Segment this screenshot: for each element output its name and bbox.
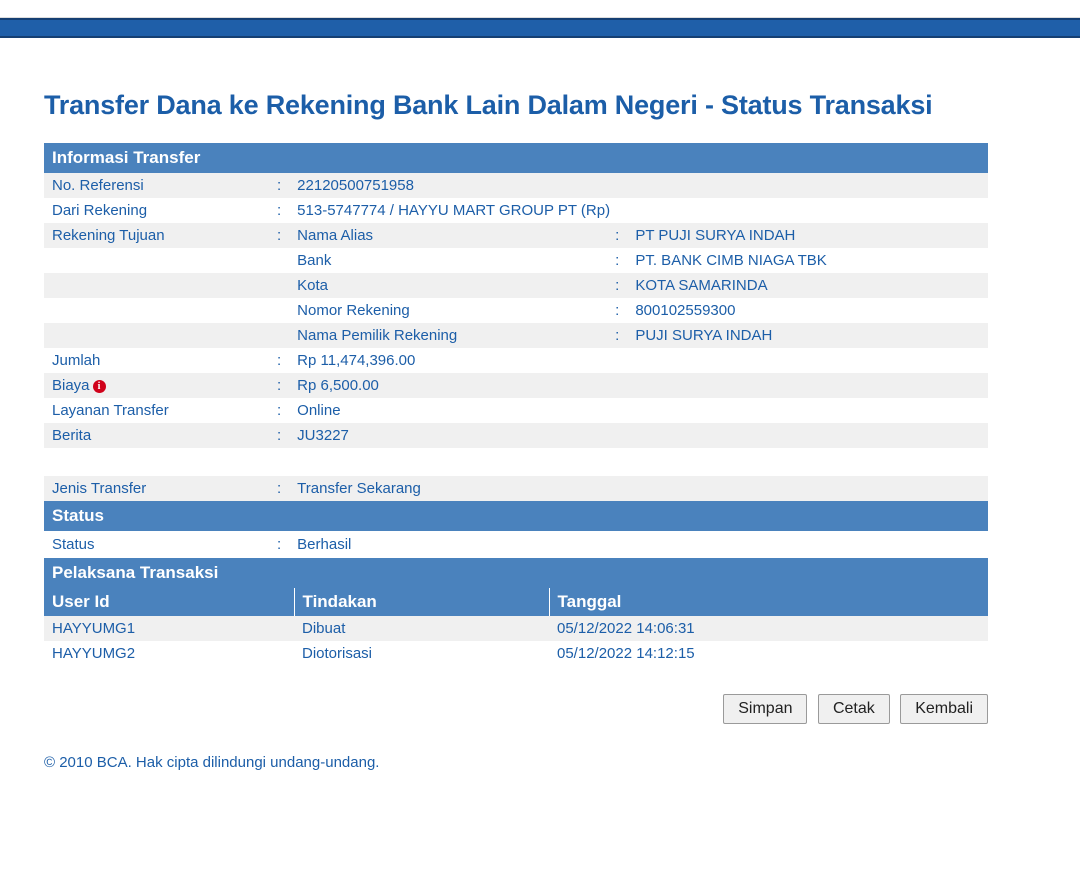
empty-colon	[269, 323, 289, 348]
colon: :	[269, 476, 289, 501]
jumlah-value: Rp 11,474,396.00	[289, 348, 988, 373]
tujuan-bank-label: Bank	[289, 248, 607, 273]
row-layanan-transfer	[44, 398, 988, 423]
empty-colon	[269, 248, 289, 273]
empty-label	[44, 323, 269, 348]
row-rekening-tujuan-nomor	[44, 298, 988, 323]
top-blue-bar	[0, 18, 1080, 38]
row-berita	[44, 423, 988, 448]
cell-user-id: HAYYUMG2	[44, 641, 294, 666]
tujuan-alias-label: Nama Alias	[289, 223, 607, 248]
row-rekening-tujuan-bank	[44, 248, 988, 273]
colon: :	[607, 223, 627, 248]
jenis-label: Jenis Transfer	[44, 476, 269, 501]
row-rekening-tujuan-kota	[44, 273, 988, 298]
table-row	[44, 616, 988, 641]
section-header-status	[44, 501, 988, 531]
biaya-label: Biaya	[52, 377, 90, 394]
section-header-label: Status	[44, 501, 988, 531]
tujuan-kota-value: KOTA SAMARINDA	[627, 273, 988, 298]
cell-tindakan: Diotorisasi	[294, 641, 549, 666]
simpan-button[interactable]: Simpan	[723, 694, 807, 724]
colon: :	[269, 373, 289, 398]
colon: :	[269, 223, 289, 248]
empty-label	[44, 248, 269, 273]
footer-copyright: © 2010 BCA. Hak cipta dilindungi undang-undang.	[44, 754, 380, 771]
table-row	[44, 641, 988, 666]
section-header-informasi-transfer	[44, 143, 988, 173]
biaya-label-cell	[44, 373, 269, 398]
column-header-tindakan: Tindakan	[294, 588, 549, 616]
jumlah-label: Jumlah	[44, 348, 269, 373]
transfer-info-table	[44, 143, 988, 588]
dari-rekening-value: 513-5747774 / HAYYU MART GROUP PT (Rp)	[289, 198, 988, 223]
colon: :	[269, 198, 289, 223]
row-spacer	[44, 448, 988, 476]
section-header-label: Pelaksana Transaksi	[44, 558, 988, 588]
info-icon[interactable]: i	[93, 380, 106, 393]
row-no-referensi	[44, 173, 988, 198]
colon: :	[607, 248, 627, 273]
layanan-value: Online	[289, 398, 988, 423]
empty-label	[44, 298, 269, 323]
kembali-button[interactable]: Kembali	[900, 694, 988, 724]
berita-value: JU3227	[289, 423, 988, 448]
layanan-label: Layanan Transfer	[44, 398, 269, 423]
tujuan-pemilik-label: Nama Pemilik Rekening	[289, 323, 607, 348]
jenis-value: Transfer Sekarang	[289, 476, 988, 501]
page-content	[0, 90, 1080, 771]
tujuan-nomor-value: 800102559300	[627, 298, 988, 323]
top-white-bar	[0, 0, 1080, 18]
row-status	[44, 531, 988, 558]
empty-label	[44, 273, 269, 298]
cell-tanggal: 05/12/2022 14:06:31	[549, 616, 988, 641]
berita-label: Berita	[44, 423, 269, 448]
colon: :	[607, 323, 627, 348]
row-rekening-tujuan-pemilik	[44, 323, 988, 348]
cell-tindakan: Dibuat	[294, 616, 549, 641]
pelaksana-table	[44, 588, 988, 666]
page-title: Transfer Dana ke Rekening Bank Lain Dalam Negeri - Status Transaksi	[44, 90, 933, 120]
empty-colon	[269, 273, 289, 298]
colon: :	[269, 173, 289, 198]
row-biaya	[44, 373, 988, 398]
rekening-tujuan-label: Rekening Tujuan	[44, 223, 269, 248]
tujuan-alias-value: PT PUJI SURYA INDAH	[627, 223, 988, 248]
section-header-label: Informasi Transfer	[44, 143, 988, 173]
empty-colon	[269, 298, 289, 323]
tujuan-kota-label: Kota	[289, 273, 607, 298]
tujuan-pemilik-value: PUJI SURYA INDAH	[627, 323, 988, 348]
status-value: Berhasil	[289, 531, 988, 558]
row-jenis-transfer	[44, 476, 988, 501]
colon: :	[269, 531, 289, 558]
cetak-button[interactable]: Cetak	[818, 694, 890, 724]
tujuan-nomor-label: Nomor Rekening	[289, 298, 607, 323]
table-header-row	[44, 588, 988, 616]
no-referensi-label: No. Referensi	[44, 173, 269, 198]
button-bar	[44, 694, 988, 724]
status-label: Status	[44, 531, 269, 558]
colon: :	[607, 273, 627, 298]
cell-user-id: HAYYUMG1	[44, 616, 294, 641]
colon: :	[269, 423, 289, 448]
biaya-value: Rp 6,500.00	[289, 373, 988, 398]
section-header-pelaksana	[44, 558, 988, 588]
row-rekening-tujuan-alias	[44, 223, 988, 248]
column-header-tanggal: Tanggal	[549, 588, 988, 616]
row-dari-rekening	[44, 198, 988, 223]
row-jumlah	[44, 348, 988, 373]
no-referensi-value: 22120500751958	[289, 173, 988, 198]
tujuan-bank-value: PT. BANK CIMB NIAGA TBK	[627, 248, 988, 273]
colon: :	[269, 398, 289, 423]
colon: :	[269, 348, 289, 373]
colon: :	[607, 298, 627, 323]
dari-rekening-label: Dari Rekening	[44, 198, 269, 223]
column-header-user-id: User Id	[44, 588, 294, 616]
cell-tanggal: 05/12/2022 14:12:15	[549, 641, 988, 666]
